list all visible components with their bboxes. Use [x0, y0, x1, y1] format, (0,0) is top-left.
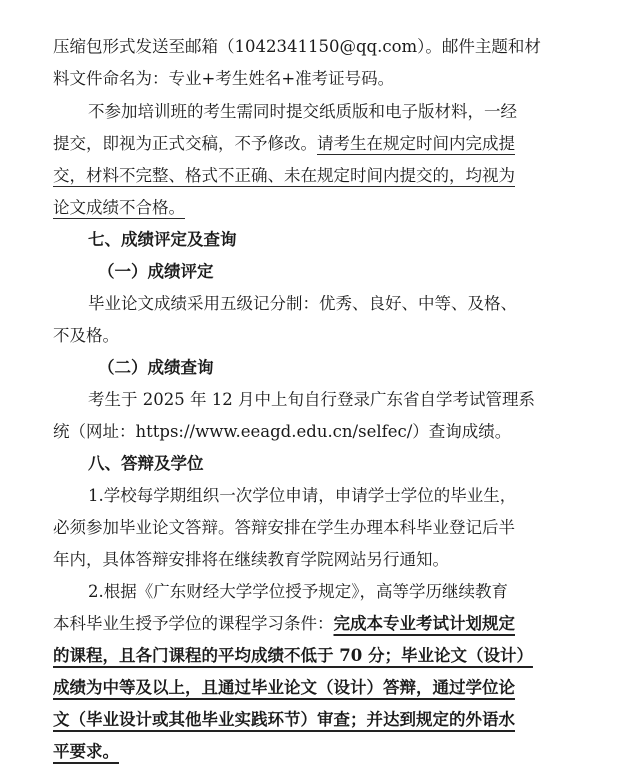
degree-requirement-bold: 成绩为中等及以上，且通过毕业论文（设计）答辩，通过学位论: [53, 678, 515, 697]
paragraph-line: [0, 161, 622, 191]
paragraph-line: [0, 609, 622, 639]
submission-rule-text: 提交，即视为正式交稿，不予修改。: [53, 134, 317, 153]
subsection-heading-evaluation: [0, 257, 622, 287]
score-query-text: 考生于 2025 年 12 月中上旬自行登录广东省自学考试管理系: [88, 390, 535, 409]
defense-rule-text: 年内，具体答辩安排将在继续教育学院网站另行通知。: [53, 550, 449, 569]
section-heading-text: 七、成绩评定及查询: [88, 230, 237, 249]
paragraph-line: [0, 705, 622, 735]
file-naming-text: 料文件命名为：专业+考生姓名+准考证号码。: [53, 69, 395, 88]
paragraph-line: [0, 417, 622, 447]
paragraph-line: [0, 385, 622, 415]
subsection-heading-text: （一）成绩评定: [98, 262, 214, 281]
degree-requirement-bold: 平要求。: [53, 742, 119, 761]
degree-requirement-bold: 完成本专业考试计划规定: [333, 614, 515, 633]
subsection-heading-text: （二）成绩查询: [98, 358, 214, 377]
paragraph-line: [0, 64, 622, 94]
degree-requirement-bold: 的课程，且各门课程的平均成绩不低于 70 分；毕业论文（设计）: [53, 646, 533, 665]
deadline-warning-underlined: 论文成绩不合格。: [53, 198, 185, 217]
paragraph-line: [0, 321, 622, 351]
section-heading-text: 八、答辩及学位: [88, 454, 204, 473]
paragraph-line: [0, 737, 622, 767]
subsection-heading-query: [0, 353, 622, 383]
paragraph-line: [0, 481, 622, 511]
score-query-url-text: 统（网址：https://www.eeagd.edu.cn/selfec/）查询成绩。: [53, 422, 512, 441]
paragraph-line: [0, 97, 622, 127]
paragraph-line: [0, 641, 622, 671]
degree-condition-text: 本科毕业生授予学位的课程学习条件：: [53, 614, 334, 633]
paragraph-line: [0, 513, 622, 543]
deadline-warning-underlined: 交，材料不完整、格式不正确、未在规定时间内提交的，均视为: [53, 166, 515, 185]
paragraph-line: [0, 577, 622, 607]
submission-rule-text: 不参加培训班的考生需同时提交纸质版和电子版材料，一经: [88, 102, 517, 121]
degree-condition-text: 2.根据《广东财经大学学位授予规定》，高等学历继续教育: [88, 582, 508, 601]
deadline-warning-underlined: 请考生在规定时间内完成提: [317, 134, 515, 153]
paragraph-line: [0, 193, 622, 223]
degree-requirement-bold: 文（毕业设计或其他毕业实践环节）审查；并达到规定的外语水: [53, 710, 515, 729]
defense-rule-text: 必须参加毕业论文答辩。答辩安排在学生办理本科毕业登记后半: [53, 518, 515, 537]
section-heading-grading: [0, 225, 622, 255]
defense-rule-text: 1.学校每学期组织一次学位申请，申请学士学位的毕业生，: [88, 486, 517, 505]
paragraph-line: [0, 32, 622, 62]
paragraph-line: [0, 289, 622, 319]
section-heading-defense: [0, 449, 622, 479]
paragraph-line: [0, 129, 622, 159]
paragraph-line: [0, 673, 622, 703]
grading-scale-text: 毕业论文成绩采用五级记分制：优秀、良好、中等、及格、: [88, 294, 517, 313]
paragraph-line: [0, 545, 622, 575]
grading-scale-text: 不及格。: [53, 326, 119, 345]
email-instruction-text: 压缩包形式发送至邮箱（1042341150@qq.com）。邮件主题和材: [53, 37, 541, 56]
